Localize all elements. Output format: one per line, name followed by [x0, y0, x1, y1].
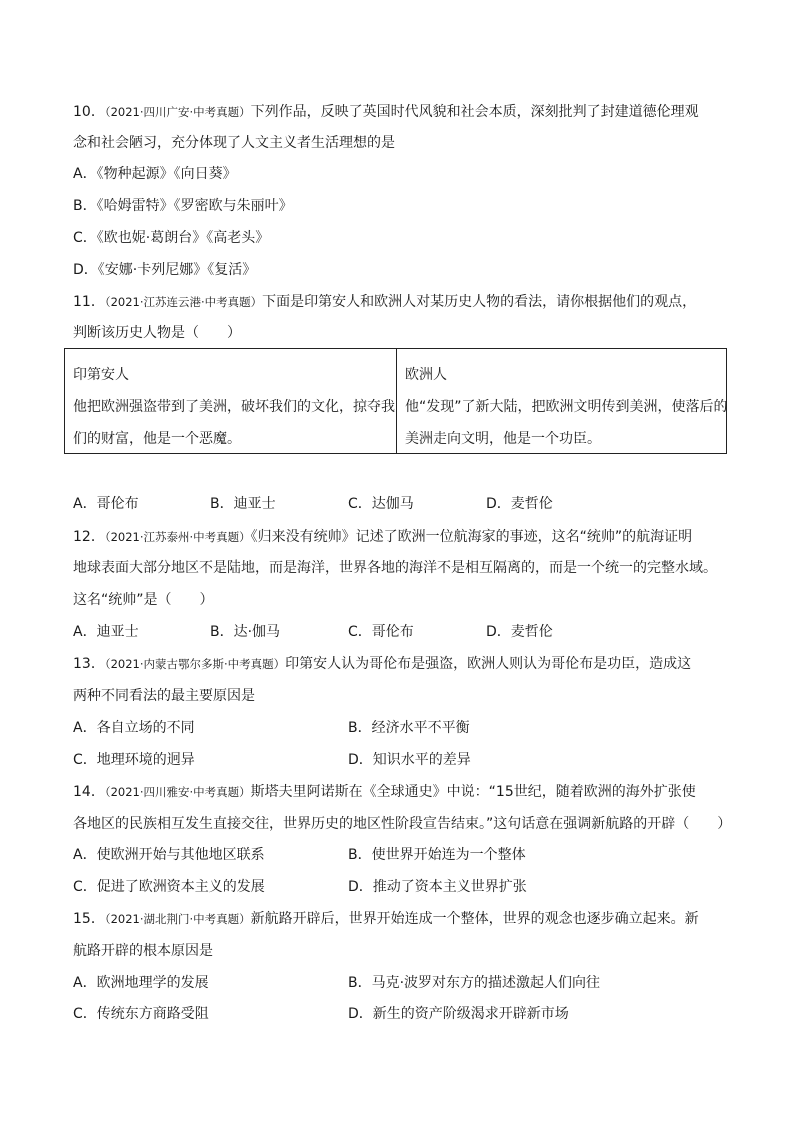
- question-number: 10．: [73, 104, 105, 120]
- question-13-line-1: [73, 654, 691, 674]
- question-15-line-2: 航路开辟的根本原因是: [73, 943, 213, 959]
- question-12-option-d: D．麦哲伦: [486, 624, 553, 640]
- question-12-line-1: [73, 527, 692, 547]
- question-15-option-d: D．新生的资产阶级渴求开辟新市场: [348, 1006, 569, 1022]
- viewpoint-table: [64, 348, 727, 454]
- question-12-option-b: B．达·伽马: [210, 624, 281, 640]
- question-13-option-b: B．经济水平不平衡: [348, 720, 470, 736]
- question-12-line-2: 地球表面大部分地区不是陆地，而是海洋，世界各地的海洋不是相互隔离的，而是一个统一的完整水域。: [73, 560, 717, 576]
- question-15-option-b: B．马克·波罗对东方的描述激起人们向往: [348, 975, 601, 991]
- table-cell-europeans: [397, 349, 736, 453]
- question-10-option-a: A．《物种起源》《向日葵》: [73, 166, 237, 182]
- question-10-line-2: 念和社会陋习，充分体现了人文主义者生活理想的是: [73, 135, 395, 151]
- question-12-line-3: 这名“统帅”是（ ）: [73, 592, 214, 608]
- question-14-option-d: D．推动了资本主义世界扩张: [348, 879, 527, 895]
- question-source: （2021·四川雅安·中考真题）: [104, 785, 251, 799]
- question-source: （2021·江苏连云港·中考真题）: [104, 295, 263, 309]
- question-13-line-2: 两种不同看法的最主要原因是: [73, 688, 255, 704]
- question-source: （2021·四川广安·中考真题）: [104, 105, 251, 119]
- question-10-option-c: C．《欧也妮·葛朗台》《高老头》: [73, 230, 270, 246]
- table-cell-text: 他“发现”了新大陆，把欧洲文明传到美洲，使落后的: [405, 399, 728, 415]
- table-cell-text: 们的财富，他是一个恶魔。: [73, 431, 241, 447]
- question-number: 15．: [73, 911, 105, 927]
- question-10-line-1: [73, 102, 699, 122]
- question-14-option-b: B．使世界开始连为一个整体: [348, 847, 526, 863]
- question-11-line-1: [73, 292, 696, 312]
- question-11-line-2: 判断该历史人物是（ ）: [73, 325, 241, 341]
- question-source: （2021·湖北荆门·中考真题）: [104, 912, 251, 926]
- question-stem: 下面是印第安人和欧洲人对某历史人物的看法，请你根据他们的观点，: [262, 294, 697, 310]
- question-15-line-1: [73, 909, 699, 929]
- question-14-option-a: A．使欧洲开始与其他地区联系: [73, 847, 265, 863]
- question-11-option-c: C．达伽马: [348, 496, 414, 512]
- question-source: （2021·内蒙古鄂尔多斯·中考真题）: [104, 657, 286, 671]
- table-cell-heading: 印第安人: [73, 367, 129, 383]
- question-14-line-2: 各地区的民族相互发生直接交往，世界历史的地区性阶段宣告结束。”这句话意在强调新航路的开辟（ ）: [73, 816, 732, 832]
- question-stem: 印第安人认为哥伦布是强盗，欧洲人则认为哥伦布是功臣，造成这: [285, 656, 692, 672]
- question-15-option-a: A．欧洲地理学的发展: [73, 975, 209, 991]
- table-cell-text: 他把欧洲强盗带到了美洲，破坏我们的文化，掠夺我: [73, 399, 395, 415]
- question-number: 14．: [73, 784, 105, 800]
- question-13-option-c: C．地理环境的迥异: [73, 752, 195, 768]
- question-13-option-d: D．知识水平的差异: [348, 752, 471, 768]
- question-11-option-d: D．麦哲伦: [486, 496, 553, 512]
- question-stem: 下列作品，反映了英国时代风貌和社会本质，深刻批判了封建道德伦理观: [250, 104, 699, 120]
- question-11-option-a: A．哥伦布: [73, 496, 139, 512]
- question-12-option-c: C．哥伦布: [348, 624, 414, 640]
- question-stem: 新航路开辟后，世界开始连成一个整体，世界的观念也逐步确立起来。新: [250, 911, 699, 927]
- question-source: （2021·江苏泰州·中考真题）: [104, 530, 251, 544]
- table-cell-heading: 欧洲人: [405, 367, 447, 383]
- question-14-line-1: [73, 782, 696, 802]
- question-10-option-d: D．《安娜·卡列尼娜》《复活》: [73, 262, 257, 278]
- question-10-option-b: B．《哈姆雷特》《罗密欧与朱丽叶》: [73, 198, 293, 214]
- question-stem: 《归来没有统帅》记述了欧洲一位航海家的事迹，这名“统帅”的航海证明: [250, 529, 693, 545]
- question-15-option-c: C．传统东方商路受阻: [73, 1006, 209, 1022]
- question-11-option-b: B．迪亚士: [210, 496, 276, 512]
- question-12-option-a: A．迪亚士: [73, 624, 139, 640]
- question-stem: 斯塔夫里阿诺斯在《全球通史》中说：“15世纪，随着欧洲的海外扩张使: [250, 784, 696, 800]
- question-number: 13．: [73, 656, 105, 672]
- question-14-option-c: C．促进了欧洲资本主义的发展: [73, 879, 265, 895]
- table-cell-text: 美洲走向文明，他是一个功臣。: [405, 431, 601, 447]
- table-cell-indians: [65, 349, 397, 453]
- question-number: 12．: [73, 529, 105, 545]
- question-number: 11．: [73, 294, 105, 310]
- question-13-option-a: A．各自立场的不同: [73, 720, 195, 736]
